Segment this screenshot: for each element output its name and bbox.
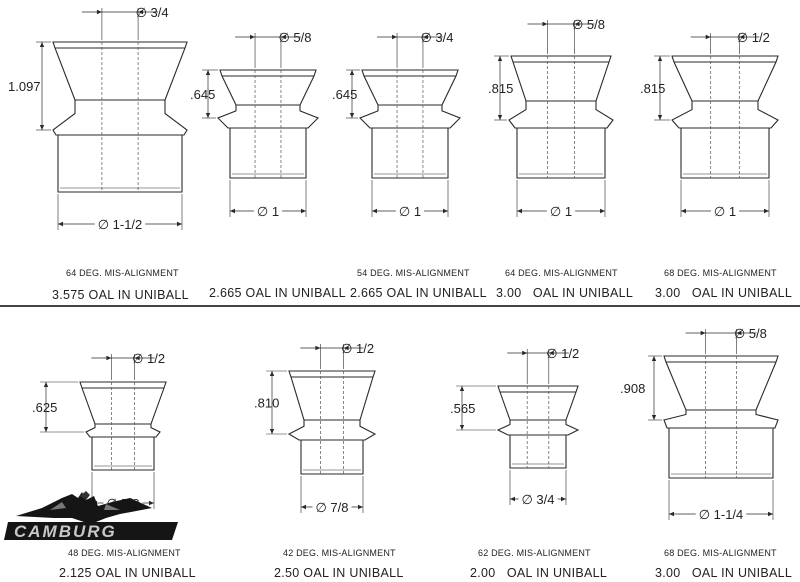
p2-bot-arrow-l bbox=[230, 209, 235, 213]
p3-top-diameter: ∅ 3/4 bbox=[420, 30, 454, 45]
p5-height-arrow-bot bbox=[658, 115, 662, 120]
p2-oal: 2.665 OAL IN UNIBALL bbox=[209, 286, 346, 300]
row-divider bbox=[0, 305, 800, 307]
p5-top-arrow-l bbox=[706, 35, 711, 39]
p8-profile bbox=[498, 386, 578, 468]
p9-height-arrow-top bbox=[652, 356, 656, 361]
p8-top-arrow-l bbox=[522, 351, 527, 355]
p8-oal: 2.00 OAL IN UNIBALL bbox=[470, 566, 608, 580]
p3-height-arrow-top bbox=[350, 70, 354, 75]
p6-height-arrow-top bbox=[44, 382, 48, 387]
p5-top-diameter: ∅ 1/2 bbox=[736, 30, 770, 45]
p5-profile bbox=[672, 56, 778, 178]
p6-top-arrow-l bbox=[106, 356, 111, 360]
p8-top-diameter: ∅ 1/2 bbox=[546, 346, 580, 361]
p9-height-arrow-bot bbox=[652, 415, 656, 420]
p3-height-arrow-bot bbox=[350, 113, 354, 118]
p7-profile bbox=[289, 371, 375, 474]
p8-height-arrow-bot bbox=[460, 425, 464, 430]
p5-bot-arrow-r bbox=[764, 209, 769, 213]
p1-misalignment: 64 DEG. MIS-ALIGNMENT bbox=[66, 268, 179, 278]
p6-misalignment: 48 DEG. MIS-ALIGNMENT bbox=[68, 548, 181, 558]
p4-profile bbox=[509, 56, 613, 178]
p9-bot-arrow-r bbox=[768, 512, 773, 516]
p8-bottom-diameter: ∅ 3/4 bbox=[521, 492, 555, 507]
p9-bottom-diameter: ∅ 1-1/4 bbox=[698, 507, 744, 522]
p3-height: .645 bbox=[332, 87, 358, 102]
p2-height: .645 bbox=[190, 87, 216, 102]
p3-bot-arrow-l bbox=[372, 209, 377, 213]
p7-bot-arrow-l bbox=[301, 505, 306, 509]
p1-top-diameter: ∅ 3/4 bbox=[135, 5, 169, 20]
p5-height-arrow-top bbox=[658, 56, 662, 61]
p1-profile bbox=[53, 42, 187, 192]
p7-oal: 2.50 OAL IN UNIBALL bbox=[274, 566, 404, 580]
p8-misalignment: 62 DEG. MIS-ALIGNMENT bbox=[478, 548, 591, 558]
p5-height: .815 bbox=[640, 81, 666, 96]
p4-bot-arrow-l bbox=[517, 209, 522, 213]
p1-bottom-diameter: ∅ 1-1/2 bbox=[97, 217, 143, 232]
p2-bottom-diameter: ∅ 1 bbox=[256, 204, 280, 219]
p6-top-diameter: ∅ 1/2 bbox=[132, 351, 166, 366]
p7-misalignment: 42 DEG. MIS-ALIGNMENT bbox=[283, 548, 396, 558]
p5-misalignment: 68 DEG. MIS-ALIGNMENT bbox=[664, 268, 777, 278]
p6-profile bbox=[80, 382, 166, 470]
p4-bottom-diameter: ∅ 1 bbox=[549, 204, 573, 219]
p3-bot-arrow-r bbox=[443, 209, 448, 213]
p9-height: .908 bbox=[620, 381, 646, 396]
svg-text:CAMBURG: CAMBURG bbox=[14, 522, 117, 541]
p2-top-diameter: ∅ 5/8 bbox=[278, 30, 312, 45]
p3-top-arrow-l bbox=[392, 35, 397, 39]
p9-oal: 3.00 OAL IN UNIBALL bbox=[655, 566, 793, 580]
p9-profile bbox=[664, 356, 778, 478]
p9-bot-arrow-l bbox=[669, 512, 674, 516]
p7-bot-arrow-r bbox=[358, 505, 363, 509]
p4-oal: 3.00 OAL IN UNIBALL bbox=[496, 286, 634, 300]
p7-bottom-diameter: ∅ 7/8 bbox=[315, 500, 349, 515]
p3-profile bbox=[360, 70, 460, 178]
p2-height-arrow-top bbox=[206, 70, 210, 75]
p5-bottom-diameter: ∅ 1 bbox=[713, 204, 737, 219]
p1-height-arrow-top bbox=[40, 42, 44, 47]
p4-top-arrow-l bbox=[543, 22, 548, 26]
eagle-icon bbox=[16, 491, 152, 522]
p1-oal: 3.575 OAL IN UNIBALL bbox=[52, 288, 189, 302]
p2-top-arrow-l bbox=[250, 35, 255, 39]
p3-misalignment: 54 DEG. MIS-ALIGNMENT bbox=[357, 268, 470, 278]
p7-height: .810 bbox=[254, 395, 280, 411]
p7-height-arrow-bot bbox=[270, 429, 274, 434]
p3-oal: 2.665 OAL IN UNIBALL bbox=[350, 286, 487, 300]
p4-bot-arrow-r bbox=[600, 209, 605, 213]
p8-bot-arrow-l bbox=[510, 497, 515, 501]
p1-bot-arrow-r bbox=[177, 222, 182, 226]
p1-height: 1.097 bbox=[8, 79, 41, 94]
p8-height: .565 bbox=[450, 401, 476, 416]
p1-bot-arrow-l bbox=[58, 222, 63, 226]
p2-profile bbox=[218, 70, 318, 178]
p5-bot-arrow-l bbox=[681, 209, 686, 213]
p1-height-arrow-bot bbox=[40, 125, 44, 130]
p6-height: .625 bbox=[32, 400, 58, 415]
p4-height: .815 bbox=[488, 81, 514, 96]
p1-top-arrow-l bbox=[97, 10, 102, 14]
p4-misalignment: 64 DEG. MIS-ALIGNMENT bbox=[505, 268, 618, 278]
p9-top-arrow-l bbox=[701, 331, 706, 335]
p7-height-arrow-top bbox=[270, 371, 274, 376]
p4-height-arrow-top bbox=[498, 56, 502, 61]
camburg-logo bbox=[2, 488, 184, 550]
p6-height-arrow-bot bbox=[44, 427, 48, 432]
p7-top-arrow-l bbox=[315, 346, 320, 350]
p8-bot-arrow-r bbox=[561, 497, 566, 501]
p4-height-arrow-bot bbox=[498, 115, 502, 120]
p3-bottom-diameter: ∅ 1 bbox=[398, 204, 422, 219]
p6-oal: 2.125 OAL IN UNIBALL bbox=[59, 566, 196, 580]
p8-height-arrow-top bbox=[460, 386, 464, 391]
p4-top-diameter: ∅ 5/8 bbox=[571, 17, 606, 32]
p9-misalignment: 68 DEG. MIS-ALIGNMENT bbox=[664, 548, 777, 558]
p9-top-diameter: ∅ 5/8 bbox=[733, 326, 767, 341]
p5-oal: 3.00 OAL IN UNIBALL bbox=[655, 286, 793, 300]
p2-height-arrow-bot bbox=[206, 113, 210, 118]
p2-bot-arrow-r bbox=[301, 209, 306, 213]
p7-top-diameter: ∅ 1/2 bbox=[341, 341, 375, 356]
